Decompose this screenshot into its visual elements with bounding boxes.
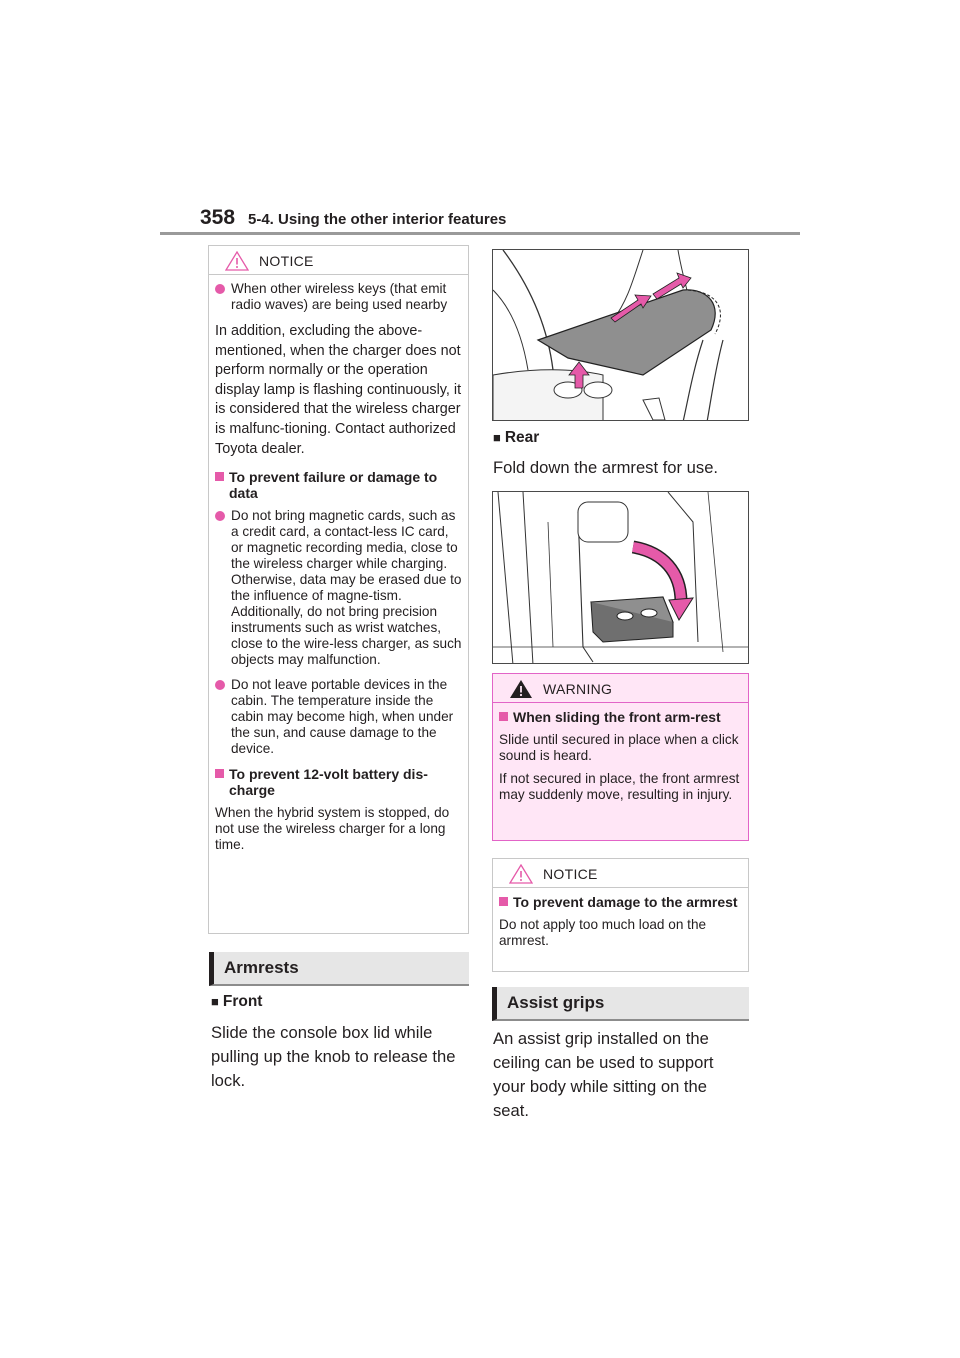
- notice-box-left: [208, 245, 469, 934]
- page-number: 358: [200, 206, 236, 229]
- caution-triangle-icon: [509, 864, 533, 884]
- notice-subheading: To prevent damage to the armrest: [499, 894, 742, 910]
- notice-item: When other wireless keys (that emit radio waves) are being used nearby: [215, 281, 462, 313]
- rear-armrest-drawing: [493, 492, 749, 664]
- notice-paragraph: Do not apply too much load on the armrest.: [499, 917, 707, 948]
- warning-body: [493, 703, 748, 816]
- front-armrest-illustration: [492, 249, 749, 421]
- warning-paragraph: If not secured in place, the front armrest may suddenly move, resulting in injury.: [499, 771, 740, 802]
- section-title: 5-4. Using the other interior features: [248, 211, 507, 228]
- notice-body: [493, 888, 748, 962]
- section-heading-text: Assist grips: [507, 993, 605, 1012]
- notice-paragraph: When the hybrid system is stopped, do not use the wireless charger for a long time.: [215, 805, 450, 853]
- notice-label: NOTICE: [259, 253, 314, 269]
- subheading-rear: ■ Rear: [493, 429, 539, 447]
- notice-header: [493, 859, 748, 888]
- warning-box: [492, 673, 749, 841]
- notice-item: Do not leave portable devices in the cabin. The temperature inside the cabin may become high, when under the sun, and cause damage to the device.: [215, 677, 462, 757]
- warning-header: [493, 674, 748, 703]
- subheading-front: ■ Front: [211, 993, 262, 1011]
- notice-paragraph: In addition, excluding the above-mentioned, when the charger does not perform normally or the operation display lamp is flashing continuously, it is considered that the wireless charger is malfunc-tioning. Contact authorized Toyota dealer.: [215, 323, 462, 457]
- notice-body: [209, 275, 468, 866]
- warning-label: WARNING: [543, 681, 613, 697]
- warning-paragraph: Slide until secured in place when a click sound is heard.: [499, 732, 739, 763]
- notice-subheading: To prevent 12-volt battery dis-charge: [215, 766, 462, 798]
- notice-subheading: To prevent failure or damage to data: [215, 469, 462, 501]
- assist-grips-text: An assist grip installed on the ceiling can be used to support your body while sitting on the seat.: [493, 1029, 714, 1120]
- notice-item: Do not bring magnetic cards, such as a credit card, a contact-less IC card, or magnetic recording media, close to the wireless charger while charging. Otherwise, data may be erased due to the influence of magne-tism. Additionally, do not bring precision instruments such as wrist watches, close to the wire-less charger, as such objects may malfunction.: [215, 508, 462, 668]
- section-heading-text: Armrests: [224, 958, 299, 977]
- rear-armrest-text: Fold down the armrest for use.: [493, 458, 719, 477]
- notice-label: NOTICE: [543, 866, 598, 882]
- header-rule: [160, 232, 800, 235]
- front-armrest-drawing: [493, 250, 749, 421]
- notice-box-right: [492, 858, 749, 972]
- notice-header: [209, 246, 468, 275]
- warning-triangle-icon: [509, 679, 533, 699]
- front-armrest-text: Slide the console box lid while pulling up the knob to release the lock.: [211, 1023, 456, 1090]
- section-heading-assist-grips: [492, 987, 749, 1021]
- warning-subheading: When sliding the front arm-rest: [499, 709, 742, 725]
- rear-armrest-illustration: [492, 491, 749, 664]
- section-heading-armrests: [209, 952, 469, 986]
- caution-triangle-icon: [225, 251, 249, 271]
